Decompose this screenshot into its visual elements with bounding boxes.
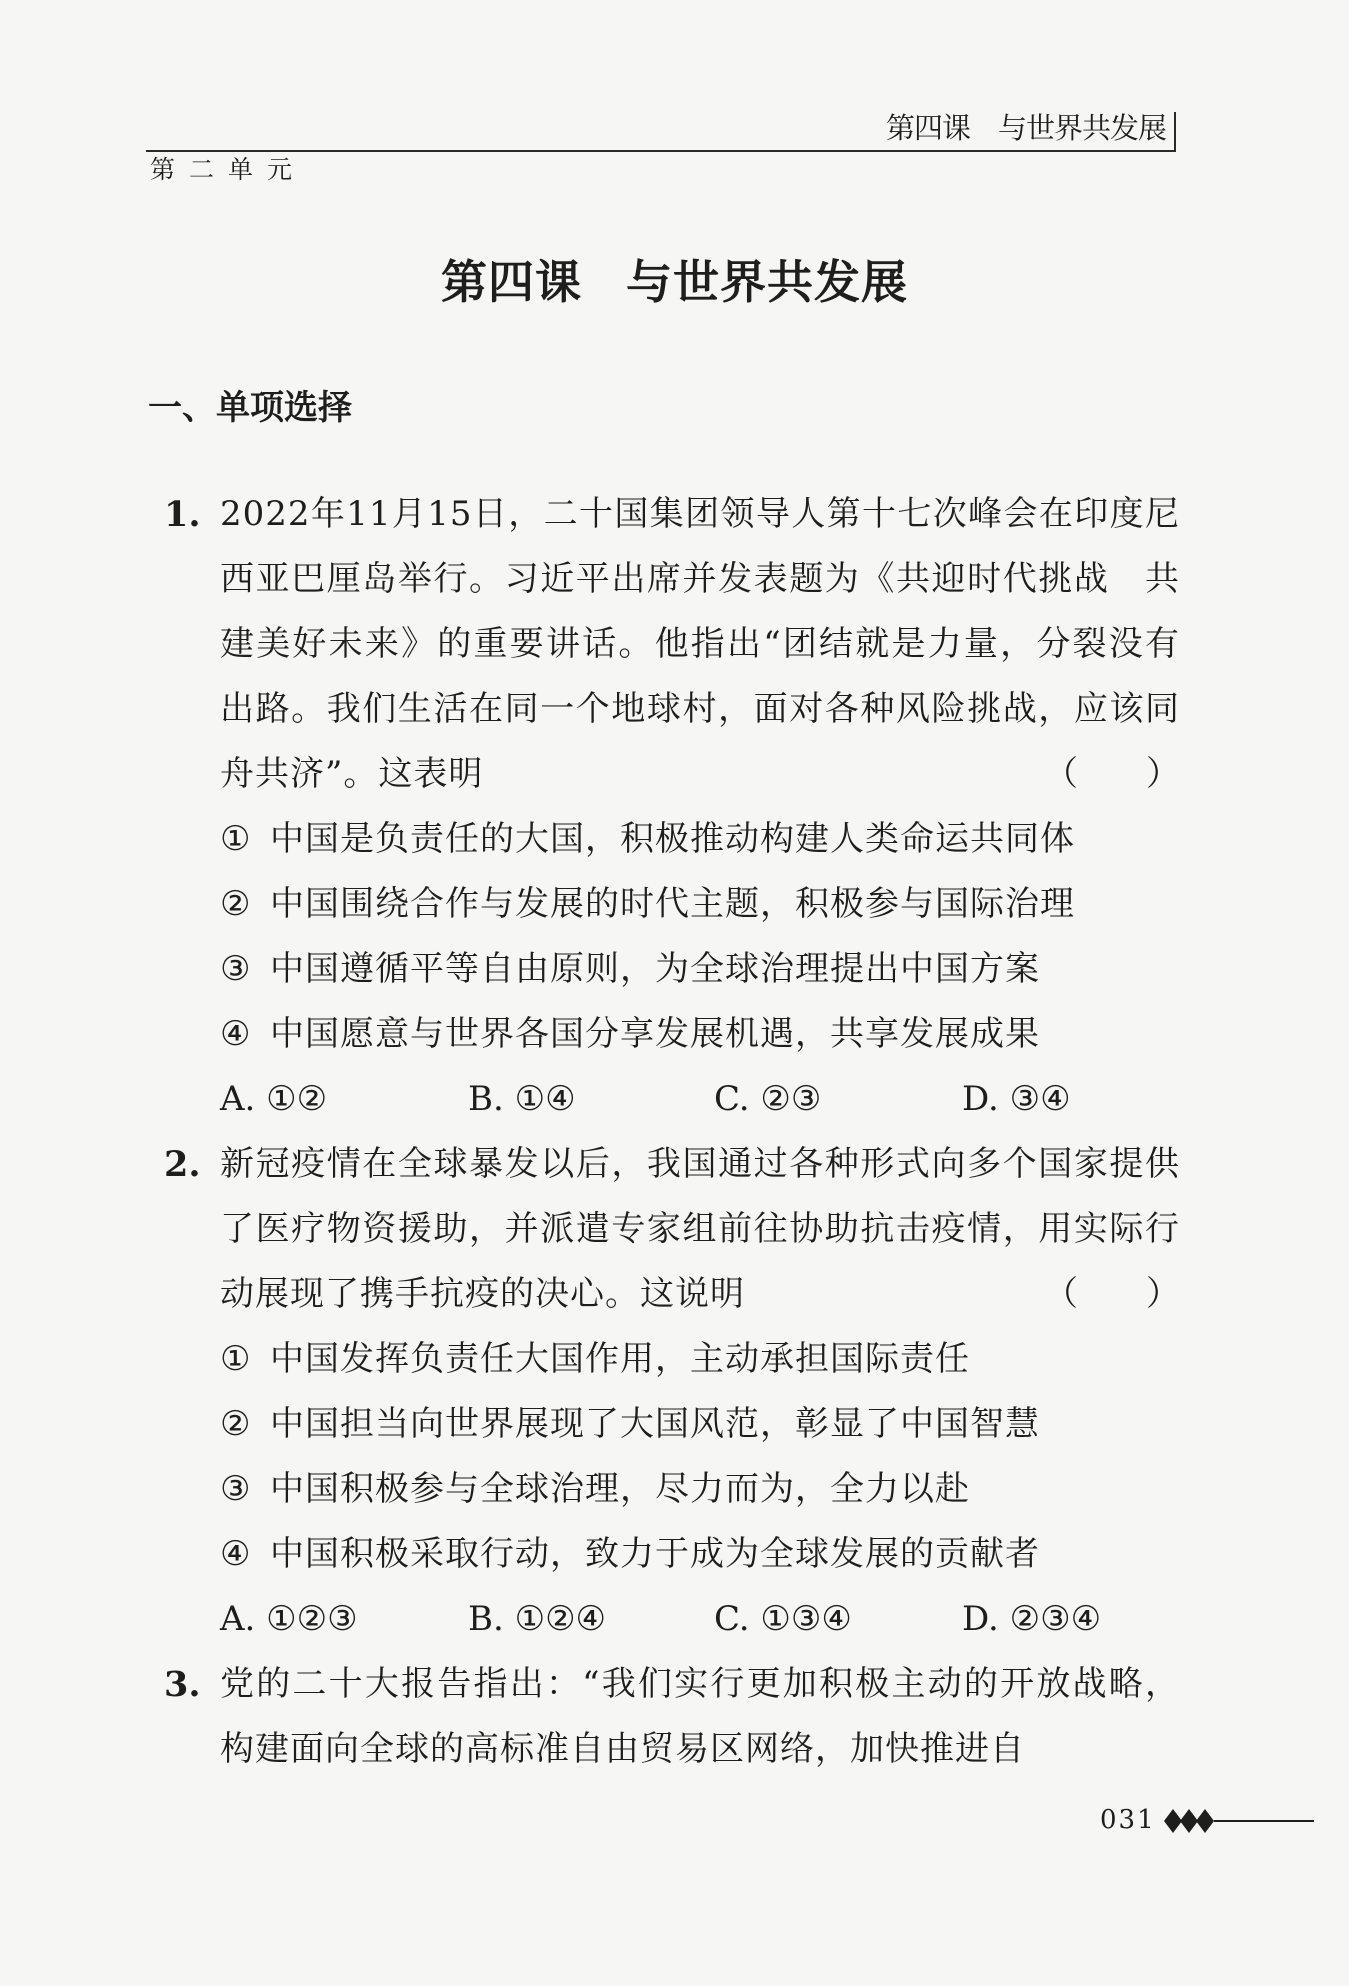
answer-bracket: （ ） (1044, 754, 1180, 794)
choice-b: B. ①④ (468, 1079, 576, 1119)
option-text: 中国发挥负责任大国作用，主动承担国际责任 (270, 1339, 970, 1379)
option-text: 中国遵循平等自由原则，为全球治理提出中国方案 (270, 949, 1040, 989)
option-marker: ① (220, 1339, 252, 1379)
option-marker: ③ (220, 1469, 252, 1509)
page-number: 031 (1100, 1805, 1156, 1835)
question-stem (220, 1652, 1180, 1782)
question-2 (160, 1132, 1180, 1652)
option-item (220, 1457, 1180, 1522)
option-item (220, 872, 1180, 937)
option-item (220, 1002, 1180, 1067)
option-text: 中国是负责任的大国，积极推动构建人类命运共同体 (270, 819, 1075, 859)
section-title: 一、单项选择 (148, 388, 352, 428)
question-number: 3. (164, 1664, 201, 1705)
option-marker: ④ (220, 1534, 252, 1574)
option-text: 中国积极采取行动，致力于成为全球发展的贡献者 (270, 1534, 1040, 1574)
option-item (220, 937, 1180, 1002)
option-marker: ③ (220, 949, 252, 989)
option-marker: ④ (220, 1014, 252, 1054)
question-3 (160, 1652, 1180, 1782)
choice-d: D. ②③④ (962, 1599, 1102, 1639)
answer-choices (220, 1067, 1180, 1132)
question-stem (220, 1132, 1180, 1327)
page-footer (1100, 1800, 1320, 1840)
option-item (220, 807, 1180, 872)
running-title: 第四课 与世界共发展 (885, 111, 1166, 145)
question-text: 新冠疫情在全球暴发以后，我国通过各种形式向多个国家提供了医疗物资援助，并派遣专家组前往协助抗击疫情，用实际行动展现了携手抗疫的决心。这说明 (220, 1144, 1180, 1314)
question-1 (160, 482, 1180, 1132)
answer-choices (220, 1587, 1180, 1652)
option-item (220, 1522, 1180, 1587)
question-stem (220, 482, 1180, 807)
question-list (160, 482, 1180, 1782)
running-header (146, 108, 1176, 152)
unit-label: 第二单元 (150, 155, 307, 184)
lesson-title (0, 252, 1349, 312)
choice-d: D. ③④ (962, 1079, 1071, 1119)
diamond-ornament-icon (1164, 1806, 1314, 1836)
option-item (220, 1327, 1180, 1392)
option-list (220, 807, 1180, 1067)
option-text: 中国积极参与全球治理，尽力而为，全力以赴 (270, 1469, 970, 1509)
question-number: 1. (164, 494, 201, 535)
option-text: 中国围绕合作与发展的时代主题，积极参与国际治理 (270, 884, 1075, 924)
choice-a: A. ①② (220, 1079, 328, 1119)
option-marker: ① (220, 819, 252, 859)
option-marker: ② (220, 884, 252, 924)
lesson-number: 第四课 (441, 255, 582, 309)
option-marker: ② (220, 1404, 252, 1444)
choice-b: B. ①②④ (468, 1599, 607, 1639)
option-text: 中国愿意与世界各国分享发展机遇，共享发展成果 (270, 1014, 1040, 1054)
choice-c: C. ②③ (714, 1079, 822, 1119)
question-text: 党的二十大报告指出：“我们实行更加积极主动的开放战略，构建面向全球的高标准自由贸易区网络，加快推进自 (220, 1664, 1180, 1769)
choice-a: A. ①②③ (220, 1599, 358, 1639)
answer-bracket: （ ） (1044, 1274, 1180, 1314)
option-item (220, 1392, 1180, 1457)
header-vertical-rule (1174, 112, 1176, 152)
lesson-name: 与世界共发展 (626, 255, 908, 309)
question-text: 2022年11月15日，二十国集团领导人第十七次峰会在印度尼西亚巴厘岛举行。习近平出席并发表题为《共迎时代挑战 共建美好未来》的重要讲话。他指出“团结就是力量，分裂没有出路。我们生活在同一个地球村，面对各种风险挑战，应该同舟共济”。这表明 (220, 494, 1180, 794)
option-text: 中国担当向世界展现了大国风范，彰显了中国智慧 (270, 1404, 1040, 1444)
option-list (220, 1327, 1180, 1587)
choice-c: C. ①③④ (714, 1599, 852, 1639)
question-number: 2. (164, 1144, 201, 1185)
